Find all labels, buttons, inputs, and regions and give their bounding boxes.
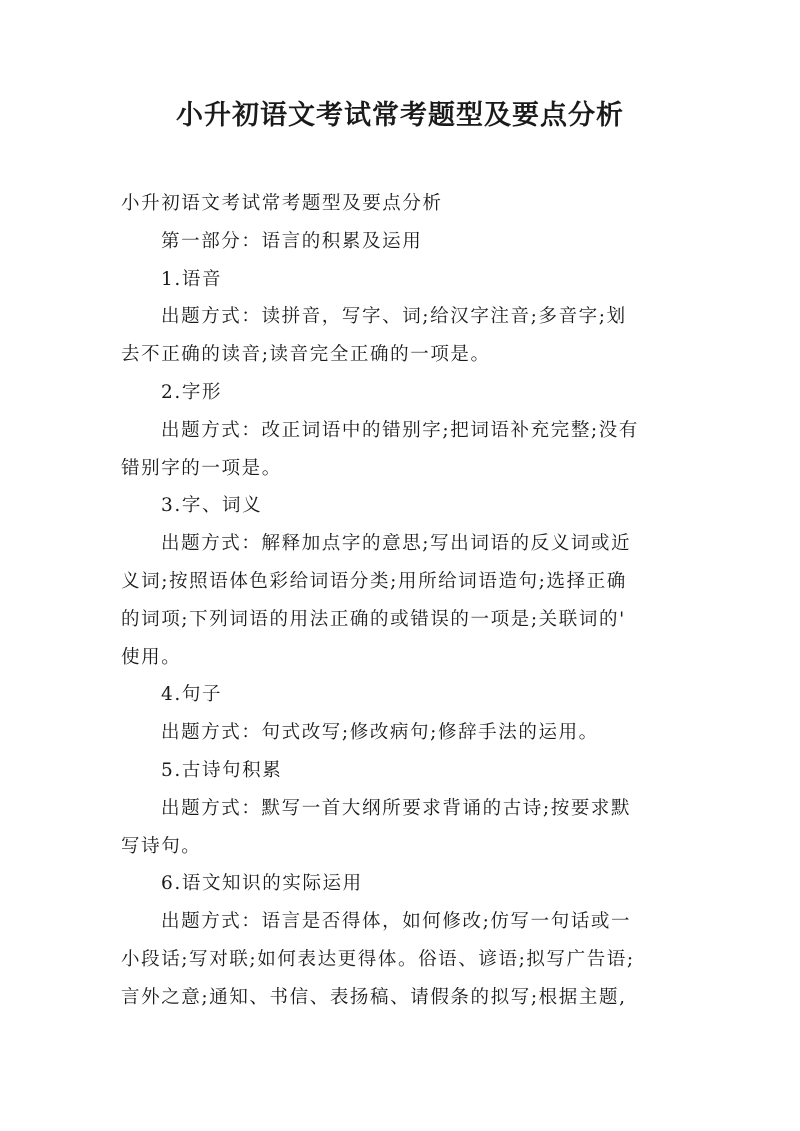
text-line: 第一部分：语言的积累及运用 — [161, 230, 423, 252]
text-line: 出题方式：读拼音，写字、词;给汉字注音;多音字;划 — [161, 306, 627, 328]
text-line: 出题方式：默写一首大纲所要求背诵的古诗;按要求默 — [161, 797, 632, 819]
text-line: 去不正确的读音;读音完全正确的一项是。 — [121, 344, 491, 366]
document-title: 小升初语文考试常考题型及要点分析 — [176, 100, 624, 131]
text-line: 小段话;写对联;如何表达更得体。俗语、谚语;拟写广告语; — [121, 948, 635, 970]
text-line: 义词;按照语体色彩给词语分类;用所给词语造句;选择正确 — [121, 570, 627, 592]
text-line: 出题方式：语言是否得体，如何修改;仿写一句话或一 — [161, 911, 632, 933]
text-line: 使用。 — [121, 646, 182, 668]
text-line: 言外之意;通知、书信、表扬稿、请假条的拟写;根据主题, — [121, 986, 627, 1008]
document-body — [121, 185, 687, 1017]
text-line: 6.语文知识的实际运用 — [161, 873, 363, 895]
text-line: 1.语音 — [161, 268, 223, 290]
text-line: 5.古诗句积累 — [161, 759, 283, 781]
text-line: 3.字、词义 — [161, 495, 263, 517]
text-line: 4.句子 — [161, 684, 223, 706]
text-line: 出题方式：改正词语中的错别字;把词语补充完整;没有 — [161, 419, 639, 441]
text-line: 的词项;下列词语的用法正确的或错误的一项是;关联词的' — [121, 608, 626, 630]
text-line: 写诗句。 — [121, 835, 202, 857]
text-line: 2.字形 — [161, 381, 223, 403]
text-line: 小升初语文考试常考题型及要点分析 — [121, 193, 443, 214]
text-line: 错别字的一项是。 — [121, 457, 282, 479]
text-line: 出题方式：解释加点字的意思;写出词语的反义词或近 — [161, 533, 632, 555]
text-line: 出题方式：句式改写;修改病句;修辞手法的运用。 — [161, 722, 599, 744]
